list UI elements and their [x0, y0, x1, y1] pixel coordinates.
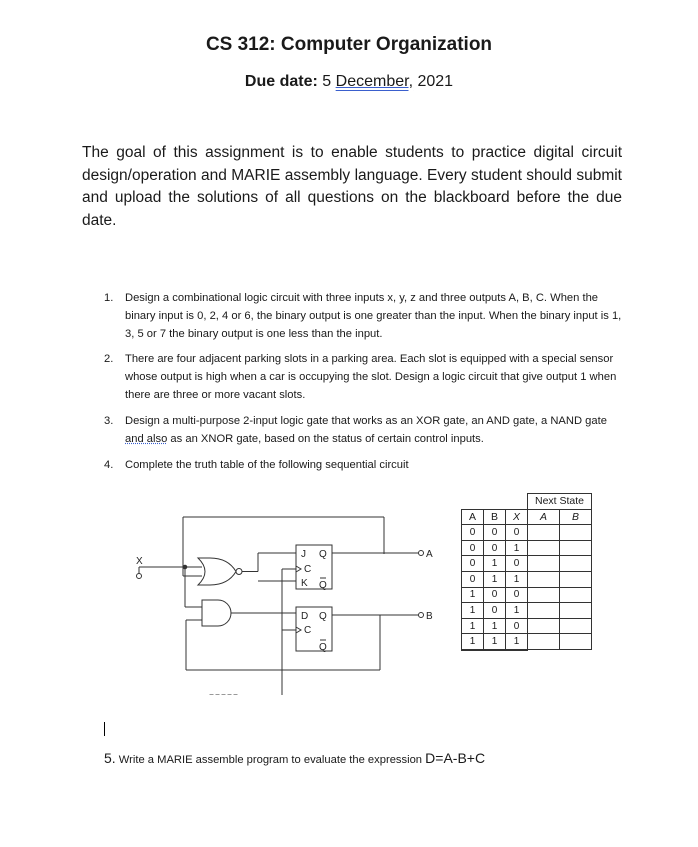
input-x-label: X — [136, 556, 143, 567]
jk-qbar-label: Q — [319, 580, 327, 591]
col-b: B — [484, 509, 506, 525]
question-number: 2. — [104, 353, 114, 365]
d-q-label: Q — [319, 611, 327, 622]
question-4 — [104, 456, 624, 474]
d-d-label: D — [301, 611, 309, 622]
cell-a: 0 — [462, 540, 484, 556]
cell-a: 0 — [462, 556, 484, 572]
cell-x: 0 — [506, 587, 528, 603]
question-3 — [104, 412, 624, 448]
truth-table — [461, 493, 592, 651]
question-text — [125, 412, 624, 448]
due-year: 2021 — [417, 73, 454, 90]
cell-next-a[interactable] — [528, 571, 560, 587]
due-date — [0, 73, 698, 91]
question-number: 1. — [104, 292, 114, 304]
question-5 — [104, 750, 485, 766]
cell-next-b[interactable] — [560, 525, 592, 541]
question-text-part: Design a multi-purpose 2-input logic gate that works as an XOR gate, an AND gate, a NAND gate — [125, 415, 607, 427]
due-day: 5 — [322, 73, 332, 90]
col-next-b: B — [560, 509, 592, 525]
due-date-label: Due date: — [244, 73, 318, 90]
col-x: X — [506, 509, 528, 525]
and-gate — [202, 600, 231, 626]
due-month: December, — [335, 73, 414, 90]
col-next-a: A — [528, 509, 560, 525]
truth-table-header-row — [462, 494, 592, 510]
nor-gate — [198, 558, 236, 585]
cell-next-b[interactable] — [560, 556, 592, 572]
table-row — [462, 525, 592, 541]
output-b-label: B — [426, 611, 433, 622]
question-text: Design a combinational logic circuit with three inputs x, y, z and three outputs A, B, C. When the binary input is 0, 2, 4 or 6, the binary output is one greater than the input. When the binary input is 1, 3, 5 or 7 the binary output is one less than the input. — [125, 292, 622, 340]
table-row — [462, 618, 592, 634]
output-a-label: A — [426, 549, 433, 560]
table-row — [462, 603, 592, 619]
sequential-circuit-diagram — [130, 510, 440, 695]
d-qbar-label: Q — [319, 642, 327, 653]
cell-a: 1 — [462, 618, 484, 634]
table-row — [462, 571, 592, 587]
cell-b: 1 — [484, 634, 506, 650]
cell-next-a[interactable] — [528, 634, 560, 650]
jk-j-label: J — [301, 549, 306, 560]
cell-a: 1 — [462, 587, 484, 603]
cell-b: 1 — [484, 571, 506, 587]
col-a: A — [462, 509, 484, 525]
jk-clock-label: C — [304, 564, 312, 575]
cell-next-a[interactable] — [528, 525, 560, 541]
question-number: 3. — [104, 415, 114, 427]
intro-paragraph: The goal of this assignment is to enable students to practice digital circuit design/operation and MARIE assembly language. Every student should submit and upload the solutions of all questions on the blackboard before the due date. — [82, 144, 622, 229]
cell-x: 1 — [506, 540, 528, 556]
table-row — [462, 587, 592, 603]
cell-x: 1 — [506, 634, 528, 650]
question-text: There are four adjacent parking slots in a parking area. Each slot is equipped with a special sensor whose output is high when a car is occupying the slot. Design a logic circuit that give output 1 when there are three or more vacant slots. — [125, 353, 617, 401]
cell-next-a[interactable] — [528, 556, 560, 572]
table-row — [462, 540, 592, 556]
truth-table-column-row — [462, 509, 592, 525]
cell-x: 1 — [506, 603, 528, 619]
cell-next-a[interactable] — [528, 540, 560, 556]
jk-q-label: Q — [319, 549, 327, 560]
input-x-terminal — [137, 574, 142, 579]
question-text: Complete the truth table of the following sequential circuit — [125, 459, 409, 471]
cell-b: 1 — [484, 556, 506, 572]
cell-x: 0 — [506, 618, 528, 634]
question-number: 5. — [104, 750, 116, 766]
jk-k-label: K — [301, 578, 308, 589]
cell-next-b[interactable] — [560, 603, 592, 619]
cell-next-a[interactable] — [528, 603, 560, 619]
table-row — [462, 556, 592, 572]
cell-b: 1 — [484, 618, 506, 634]
cell-b: 0 — [484, 540, 506, 556]
cell-a: 0 — [462, 571, 484, 587]
cell-next-b[interactable] — [560, 571, 592, 587]
question-text-underlined: and also — [125, 433, 168, 445]
text-cursor — [104, 722, 105, 736]
question-text-part: as an XNOR gate, based on the status of certain control inputs. — [170, 433, 484, 445]
question-expression: D=A-B+C — [425, 750, 486, 766]
cell-next-b[interactable] — [560, 587, 592, 603]
cell-next-b[interactable] — [560, 634, 592, 650]
cell-b: 0 — [484, 603, 506, 619]
question-text: Write a MARIE assemble program to evaluate the expression — [118, 754, 423, 766]
document-title: CS 312: Computer Organization — [205, 34, 493, 55]
cell-a: 1 — [462, 603, 484, 619]
cell-next-b[interactable] — [560, 618, 592, 634]
question-number: 4. — [104, 459, 114, 471]
cell-next-a[interactable] — [528, 587, 560, 603]
cell-next-a[interactable] — [528, 618, 560, 634]
output-b-terminal — [419, 613, 424, 618]
cell-a: 1 — [462, 634, 484, 650]
cell-x: 0 — [506, 556, 528, 572]
cell-b: 0 — [484, 525, 506, 541]
cell-b: 0 — [484, 587, 506, 603]
cell-next-b[interactable] — [560, 540, 592, 556]
cell-x: 1 — [506, 571, 528, 587]
d-clock-label: C — [304, 625, 312, 636]
cell-a: 0 — [462, 525, 484, 541]
output-a-terminal — [419, 551, 424, 556]
question-1 — [104, 289, 624, 343]
table-row — [462, 634, 592, 650]
next-state-header: Next State — [528, 494, 592, 510]
question-2 — [104, 350, 624, 404]
cell-x: 0 — [506, 525, 528, 541]
